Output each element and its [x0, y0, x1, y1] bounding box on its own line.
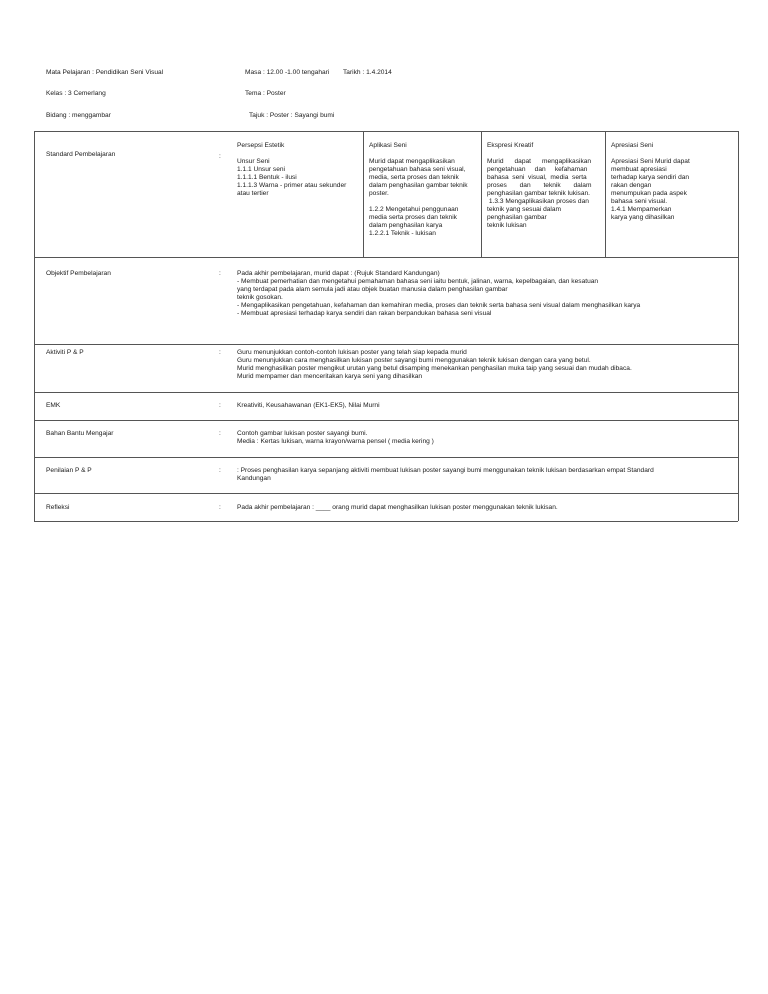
table-border-left: [34, 131, 35, 521]
row-divider: [34, 493, 738, 494]
col-divider: [363, 131, 364, 257]
col-title: Apresiasi Seni: [611, 142, 654, 149]
tajuk: Tajuk : Poster : Sayangi bumi: [249, 112, 335, 119]
content-line: Pada akhir pembelajaran : ____ orang murid dapat menghasilkan lukisan poster menggunakan teknik lukisan.: [237, 504, 558, 511]
row-divider: [34, 457, 738, 458]
table-border-bottom: [34, 521, 738, 522]
standard-col-apresiasi: [611, 142, 735, 222]
content-line: Murid mempamer dan menceritakan karya seni yang dihasilkan: [237, 373, 423, 381]
content-line: yang terdapat pada alam semula jadi atau objek buatan manusia dalam penghasilan gambar: [237, 286, 508, 294]
col-line: media serta proses dan teknik: [369, 214, 457, 222]
col-line: rakan dengan: [611, 182, 652, 190]
col-line: penghasilan gambar: [487, 214, 547, 222]
row-label-bbm: Bahan Bantu Mengajar: [46, 430, 114, 437]
content-line: - Membuat pemerhatian dan mengetahui pemahaman bahasa seni iaitu bentuk, jalinan, warna, kepelbagaian, dan kesatuan: [237, 278, 599, 286]
col-line: atau tertier: [237, 190, 269, 198]
standard-col-persepsi: [237, 142, 359, 198]
colon: :: [219, 430, 221, 437]
col-title: Aplikasi Seni: [369, 142, 407, 149]
colon: :: [219, 504, 221, 511]
content-line: Guru menunjukkan cara menghasilkan lukisan poster sayangi bumi menggunakan teknik lukisan dengan cara yang betul.: [237, 357, 591, 365]
col-line: Murid dapat mengaplikasikan: [487, 158, 592, 166]
col-line: teknik lukisan: [487, 222, 527, 230]
col-line: 1.1.1.1 Bentuk - ilusi: [237, 174, 297, 182]
row-divider: [34, 392, 738, 393]
col-line: 1.2.2.1 Teknik - lukisan: [369, 230, 436, 238]
colon: :: [219, 153, 221, 160]
col-line: poster.: [369, 190, 389, 198]
col-line: [369, 198, 477, 206]
col-title: Persepsi Estetik: [237, 142, 285, 149]
row-divider: [34, 420, 738, 421]
col-line: karya yang dihasilkan: [611, 214, 675, 222]
content-line: : Proses penghasilan karya sepanjang aktiviti membuat lukisan poster sayangi bumi menggunakan teknik lukisan berdasarkan empat Standard: [237, 467, 654, 474]
content-line: Kreativiti, Keusahawanan (EK1-EK5), Nilai Murni: [237, 402, 380, 409]
table-border-right: [738, 131, 739, 521]
kelas: Kelas : 3 Cemerlang: [46, 90, 106, 97]
col-title: Ekspresi Kreatif: [487, 142, 534, 149]
content-line: Media : Kertas lukisan, warna krayon/warna pensel ( media kering ): [237, 438, 434, 446]
col-line: Unsur Seni: [237, 158, 270, 166]
row-content-penilaian: [237, 467, 732, 483]
content-line: Contoh gambar lukisan poster sayangi bumi.: [237, 430, 368, 437]
col-divider: [481, 131, 482, 257]
col-line: bahasa seni visual.: [611, 198, 668, 206]
col-line: menumpukan pada aspek: [611, 190, 687, 198]
col-line: teknik yang sesuai dalam: [487, 206, 562, 214]
col-line: Apresiasi Seni Murid dapat: [611, 158, 690, 166]
row-label-objektif: Objektif Pembelajaran: [46, 270, 111, 277]
row-divider: [34, 257, 738, 258]
col-line: 1.1.1 Unsur seni: [237, 166, 286, 174]
row-label-penilaian: Penilaian P & P: [46, 467, 92, 474]
bidang: Bidang : menggambar: [46, 112, 111, 119]
colon: :: [219, 402, 221, 409]
content-line: Murid menghasilkan poster mengikut urutan yang betul disamping menekankan penghasilan muka taip yang sesuai dan mudah dibaca.: [237, 365, 632, 373]
content-line: Pada akhir pembelajaran, murid dapat : (Rujuk Standard Kandungan): [237, 270, 440, 277]
row-label-aktiviti: Aktiviti P & P: [46, 349, 84, 356]
content-line: - Mengaplikasikan pengetahuan, kefahaman dan kemahiran media, proses dan teknik serta bahasa seni visual dalam menghasilkan karya: [237, 302, 641, 310]
row-content-bbm: [237, 430, 732, 446]
col-divider: [605, 131, 606, 257]
col-line: penghasilan gambar teknik lukisan.: [487, 190, 590, 198]
col-line: membuat apresiasi: [611, 166, 667, 174]
col-line: 1.3.3 Mengaplikasikan proses dan: [487, 198, 589, 206]
table-border-top: [34, 131, 738, 132]
content-line: teknik gosokan.: [237, 294, 283, 302]
col-line: 1.1.1.3 Warna - primer atau sekunder: [237, 182, 347, 190]
col-line: media, serta proses dan teknik: [369, 174, 459, 182]
col-line: pengetahuan dan kefahaman: [487, 166, 588, 174]
row-content-refleksi: [237, 504, 732, 512]
col-line: proses dan teknik dalam: [487, 182, 592, 190]
row-label-refleksi: Refleksi: [46, 504, 70, 511]
col-line: pengetahuan bahasa seni visual,: [369, 166, 466, 174]
content-line: Kandungan: [237, 475, 271, 483]
col-line: 1.4.1 Mempamerkan: [611, 206, 672, 214]
col-line: bahasa seni visual, media serta: [487, 174, 587, 182]
tema: Tema : Poster: [245, 90, 286, 97]
col-line: terhadap karya sendiri dan: [611, 174, 690, 182]
colon: :: [219, 349, 221, 356]
row-label-standard: Standard Pembelajaran: [46, 151, 116, 158]
col-line: Murid dapat mengaplikasikan: [369, 158, 455, 166]
col-line: 1.2.2 Mengetahui penggunaan: [369, 206, 459, 214]
mata-pelajaran: Mata Pelajaran : Pendidikan Seni Visual: [46, 69, 164, 76]
tarikh: Tarikh : 1.4.2014: [343, 69, 392, 76]
row-divider: [34, 344, 738, 345]
col-line: dalam penghasilan gambar teknik: [369, 182, 468, 190]
row-content-objektif: [237, 270, 732, 318]
row-content-aktiviti: [237, 349, 732, 381]
colon: :: [219, 270, 221, 277]
standard-col-aplikasi: [369, 142, 477, 238]
row-content-emk: [237, 402, 732, 410]
row-label-emk: EMK: [46, 402, 61, 409]
content-line: - Membuat apresiasi terhadap karya sendiri dan rakan berpandukan bahasa seni visual: [237, 310, 492, 318]
col-line: dalam penghasilan karya: [369, 222, 443, 230]
masa: Masa : 12.00 -1.00 tengahari: [245, 69, 330, 76]
content-line: Guru menunjukkan contoh-contoh lukisan poster yang telah siap kepada murid: [237, 349, 467, 356]
colon: :: [219, 467, 221, 474]
standard-col-ekspresi: [487, 142, 601, 230]
